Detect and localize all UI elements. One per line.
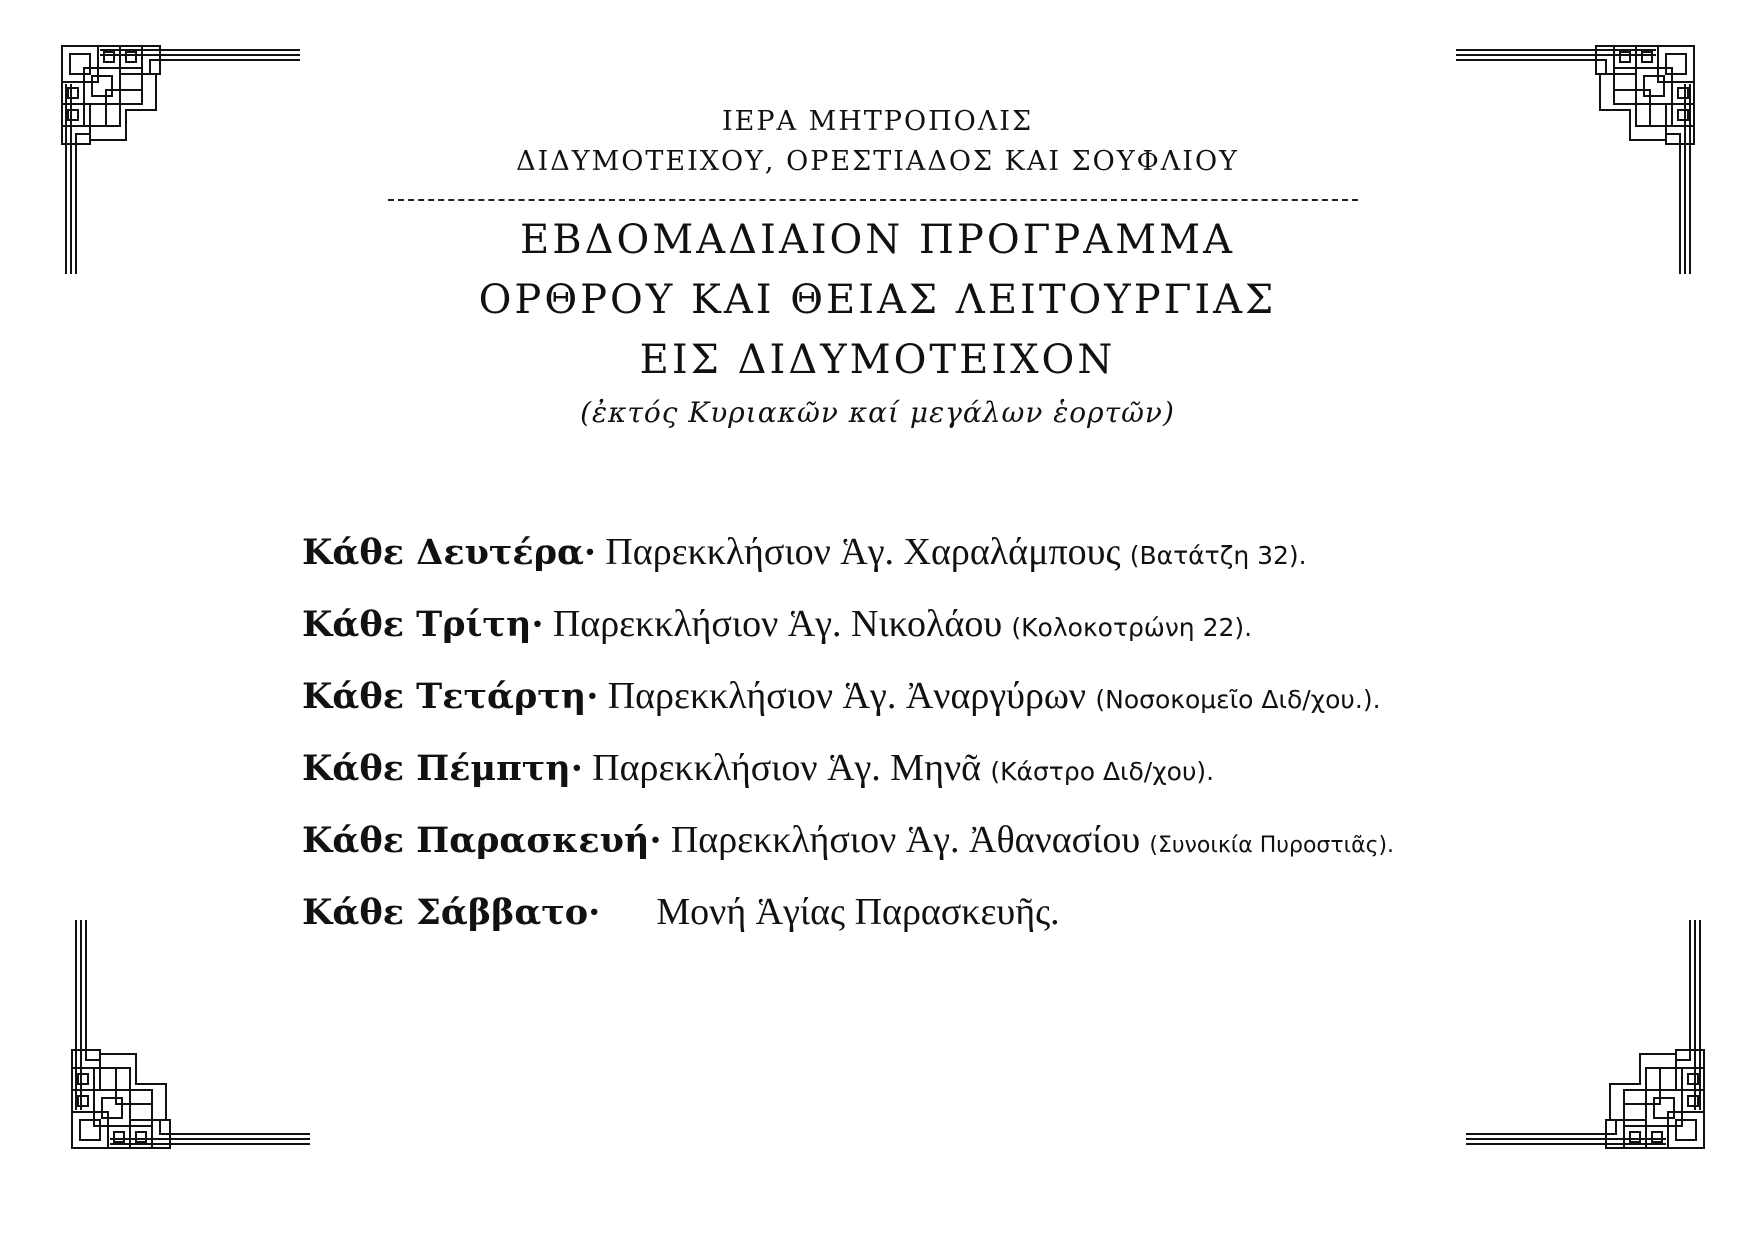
page-subtitle: (ἐκτός Κυριακῶν καί μεγάλων ἑορτῶν) <box>580 396 1175 429</box>
page-title-line2: ΟΡΘΡΟΥ ΚΑΙ ΘΕΙΑΣ ΛΕΙΤΟΥΡΓΙΑΣ <box>478 277 1277 323</box>
schedule-day: Κάθε Σάββατο· <box>302 892 601 933</box>
page-title-line3: ΕΙΣ ΔΙΔΥΜΟΤΕΙΧΟΝ <box>639 337 1116 383</box>
schedule-place: Παρεκκλήσιον Ἁγ. Χαραλάμπους <box>605 531 1121 573</box>
schedule-place: Παρεκκλήσιον Ἁγ. Μηνᾶ <box>592 747 982 789</box>
schedule-place: Παρεκκλήσιον Ἁγ. Νικολάου <box>552 603 1003 645</box>
schedule-address: (Συνοικία Πυροστιᾶς). <box>1149 833 1395 858</box>
schedule-day: Κάθε Τετάρτη· <box>302 676 599 717</box>
corner-ornament-bottom-left <box>70 920 310 1150</box>
metropolis-name: ΙΕΡΑ ΜΗΤΡΟΠΟΛΙΣ <box>721 106 1034 137</box>
schedule-row-thursday <box>302 746 1562 818</box>
schedule-row-saturday <box>302 890 1562 962</box>
schedule-row-wednesday <box>302 674 1562 746</box>
weekly-schedule <box>302 530 1562 962</box>
schedule-day: Κάθε Πέμπτη· <box>302 748 583 789</box>
header-divider <box>388 199 1358 201</box>
schedule-day: Κάθε Δευτέρα· <box>302 532 597 573</box>
schedule-place: Παρεκκλήσιον Ἁγ. Ἀθανασίου <box>670 819 1141 861</box>
schedule-row-monday <box>302 530 1562 602</box>
schedule-day: Κάθε Τρίτη· <box>302 604 544 645</box>
schedule-row-friday <box>302 818 1562 890</box>
schedule-place: Παρεκκλήσιον Ἁγ. Ἀναργύρων <box>607 675 1087 717</box>
metropolis-sees: ΔΙΔΥΜΟΤΕΙΧΟΥ, ΟΡΕΣΤΙΑΔΟΣ ΚΑΙ ΣΟΥΦΛΙΟΥ <box>516 146 1239 177</box>
schedule-address: (Κάστρο Διδ/χου). <box>990 757 1215 786</box>
schedule-day: Κάθε Παρασκευή· <box>302 820 662 861</box>
schedule-place: Μονή Ἁγίας Παρασκευῆς. <box>656 891 1060 933</box>
schedule-row-tuesday <box>302 602 1562 674</box>
schedule-address: (Βατάτζη 32). <box>1129 541 1307 570</box>
schedule-address: (Κολοκοτρώνη 22). <box>1011 613 1253 642</box>
schedule-address: (Νοσοκομεῖο Διδ/χου.). <box>1095 685 1381 714</box>
greek-key-ornament-icon <box>70 920 310 1150</box>
page-title-line1: ΕΒΔΟΜΑΔΙΑΙΟΝ ΠΡΟΓΡΑΜΜΑ <box>520 217 1235 263</box>
